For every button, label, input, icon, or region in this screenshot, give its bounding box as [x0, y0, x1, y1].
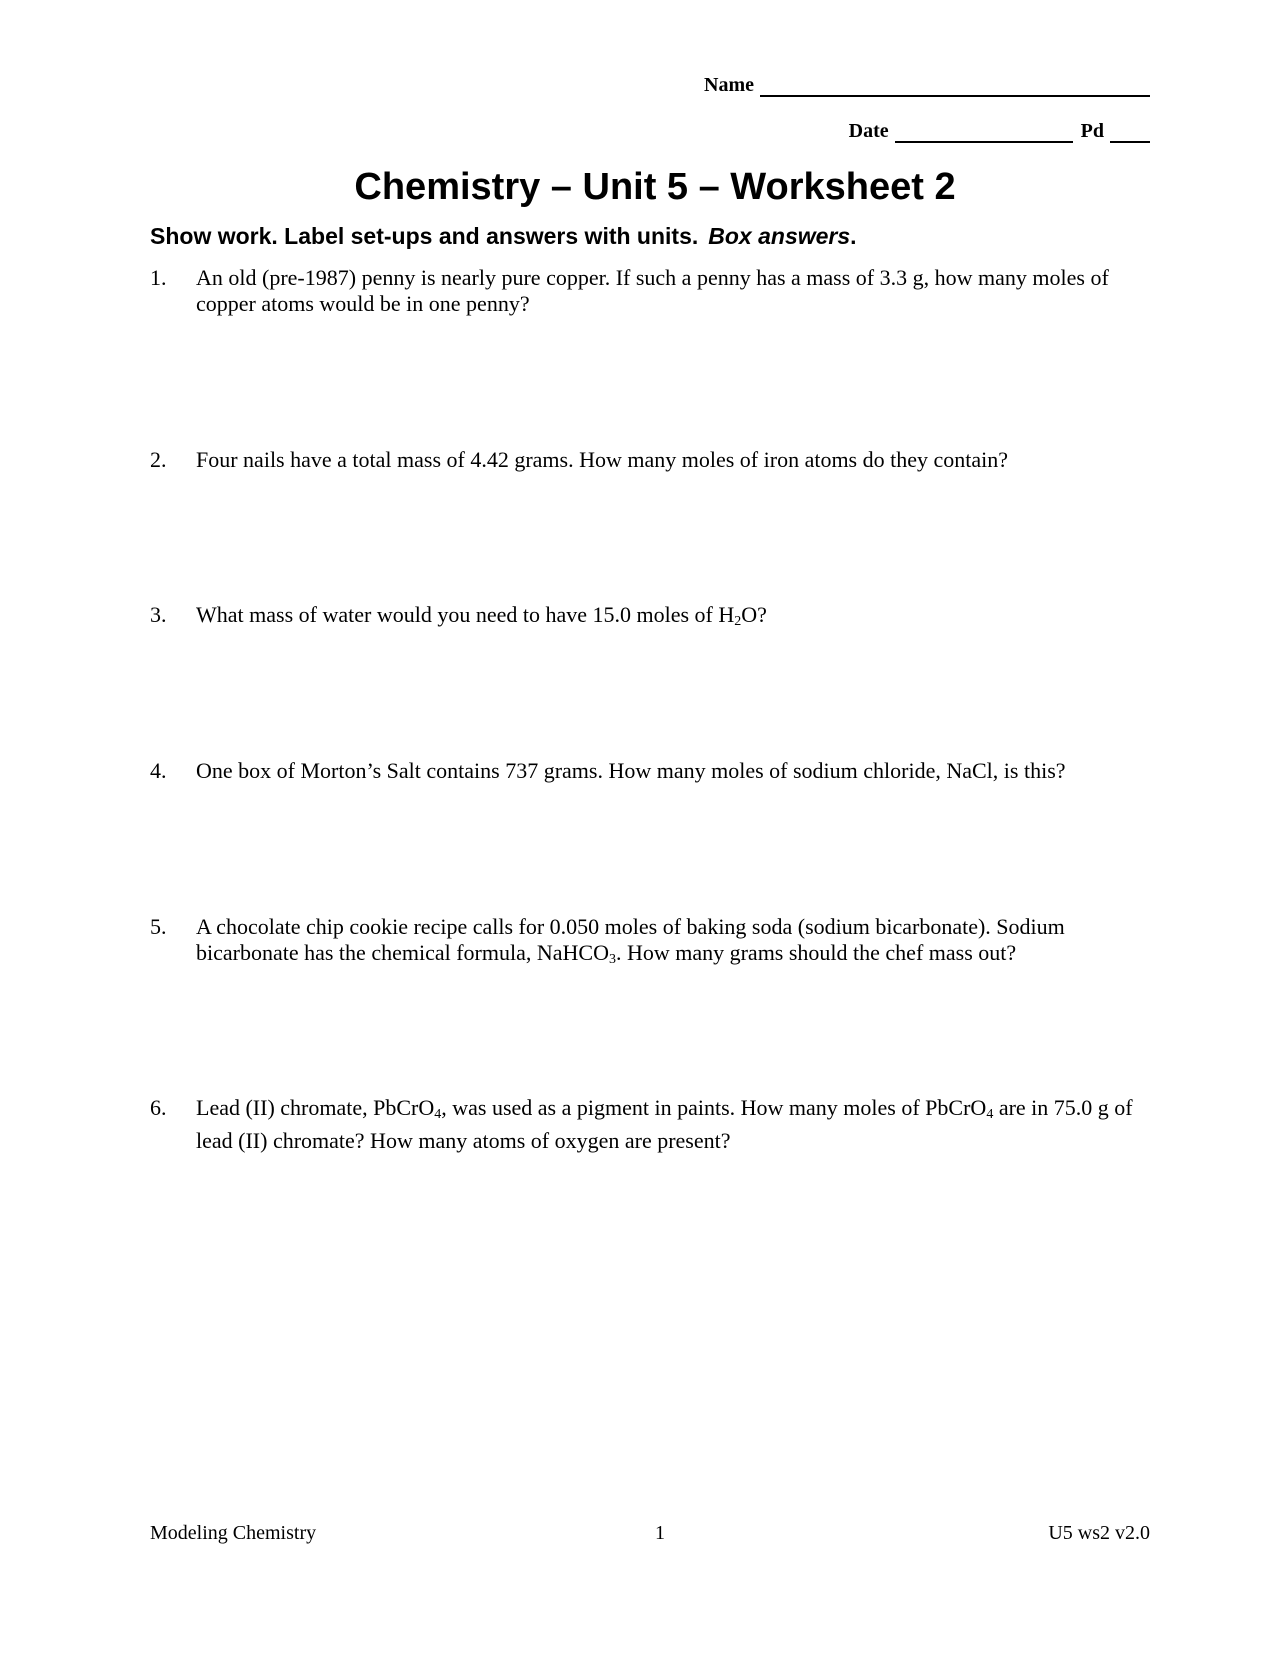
question-text-part: O? — [741, 602, 767, 627]
question-text-part: , was used as a pigment in paints. How many moles of PbCrO — [441, 1095, 987, 1120]
question-text — [196, 602, 1150, 635]
footer-course: Modeling Chemistry — [150, 1522, 317, 1544]
question-3 — [150, 602, 1150, 635]
question-number: 5. — [150, 914, 167, 939]
date-label: Date — [848, 120, 889, 142]
date-period-row — [849, 120, 1150, 143]
question-number: 2. — [150, 447, 167, 472]
name-field-row — [704, 74, 1150, 97]
subscript: 4 — [434, 1107, 442, 1122]
question-number: 4. — [150, 758, 167, 783]
period-blank-line — [1110, 121, 1150, 143]
date-blank-line — [895, 121, 1073, 143]
question-text-part: What mass of water would you need to have 15.0 moles of H — [196, 602, 735, 627]
question-1 — [150, 265, 1150, 317]
instructions-main: Show work. Label set-ups and answers with units. — [150, 223, 699, 249]
footer-version: U5 ws2 v2.0 — [1048, 1522, 1150, 1544]
question-6 — [150, 1095, 1150, 1154]
question-text-part: A chocolate chip cookie recipe calls for 0.050 moles of baking soda (sodium bicarbonate). Sodium bicarbonate has the chemical formula, NaHCO — [196, 914, 1065, 965]
question-text-part: are in 75.0 g of lead (II) chromate? How many atoms of oxygen are present? — [196, 1095, 1133, 1153]
question-text: Four nails have a total mass of 4.42 grams. How many moles of iron atoms do they contain? — [196, 447, 1009, 472]
subscript: 2 — [734, 614, 742, 629]
question-number: 6. — [150, 1095, 167, 1120]
page-number: 1 — [655, 1522, 665, 1544]
page-footer — [150, 1522, 1150, 1548]
subscript: 3 — [608, 952, 616, 967]
subscript: 4 — [986, 1107, 994, 1122]
instructions-end: . — [850, 223, 857, 249]
question-text-part: Lead (II) chromate, PbCrO — [196, 1095, 435, 1120]
name-label: Name — [704, 74, 754, 96]
question-4 — [150, 758, 1150, 784]
question-number: 3. — [150, 602, 167, 627]
question-2 — [150, 447, 1150, 473]
question-text-part: . How many grams should the chef mass out? — [615, 940, 1017, 965]
question-text — [196, 1095, 1150, 1154]
question-text: An old (pre-1987) penny is nearly pure copper. If such a penny has a mass of 3.3 g, how many moles of copper atoms would be in one penny? — [196, 265, 1109, 316]
question-text: One box of Morton’s Salt contains 737 grams. How many moles of sodium chloride, NaCl, is this? — [196, 758, 1066, 783]
question-5 — [150, 914, 1150, 973]
worksheet-title: Chemistry – Unit 5 – Worksheet 2 — [354, 166, 956, 208]
question-number: 1. — [150, 265, 167, 290]
question-text — [196, 914, 1150, 973]
period-label: Pd — [1080, 120, 1104, 142]
instructions-emphasis: Box answers — [708, 223, 851, 249]
instructions — [150, 223, 857, 250]
name-blank-line — [760, 75, 1150, 97]
